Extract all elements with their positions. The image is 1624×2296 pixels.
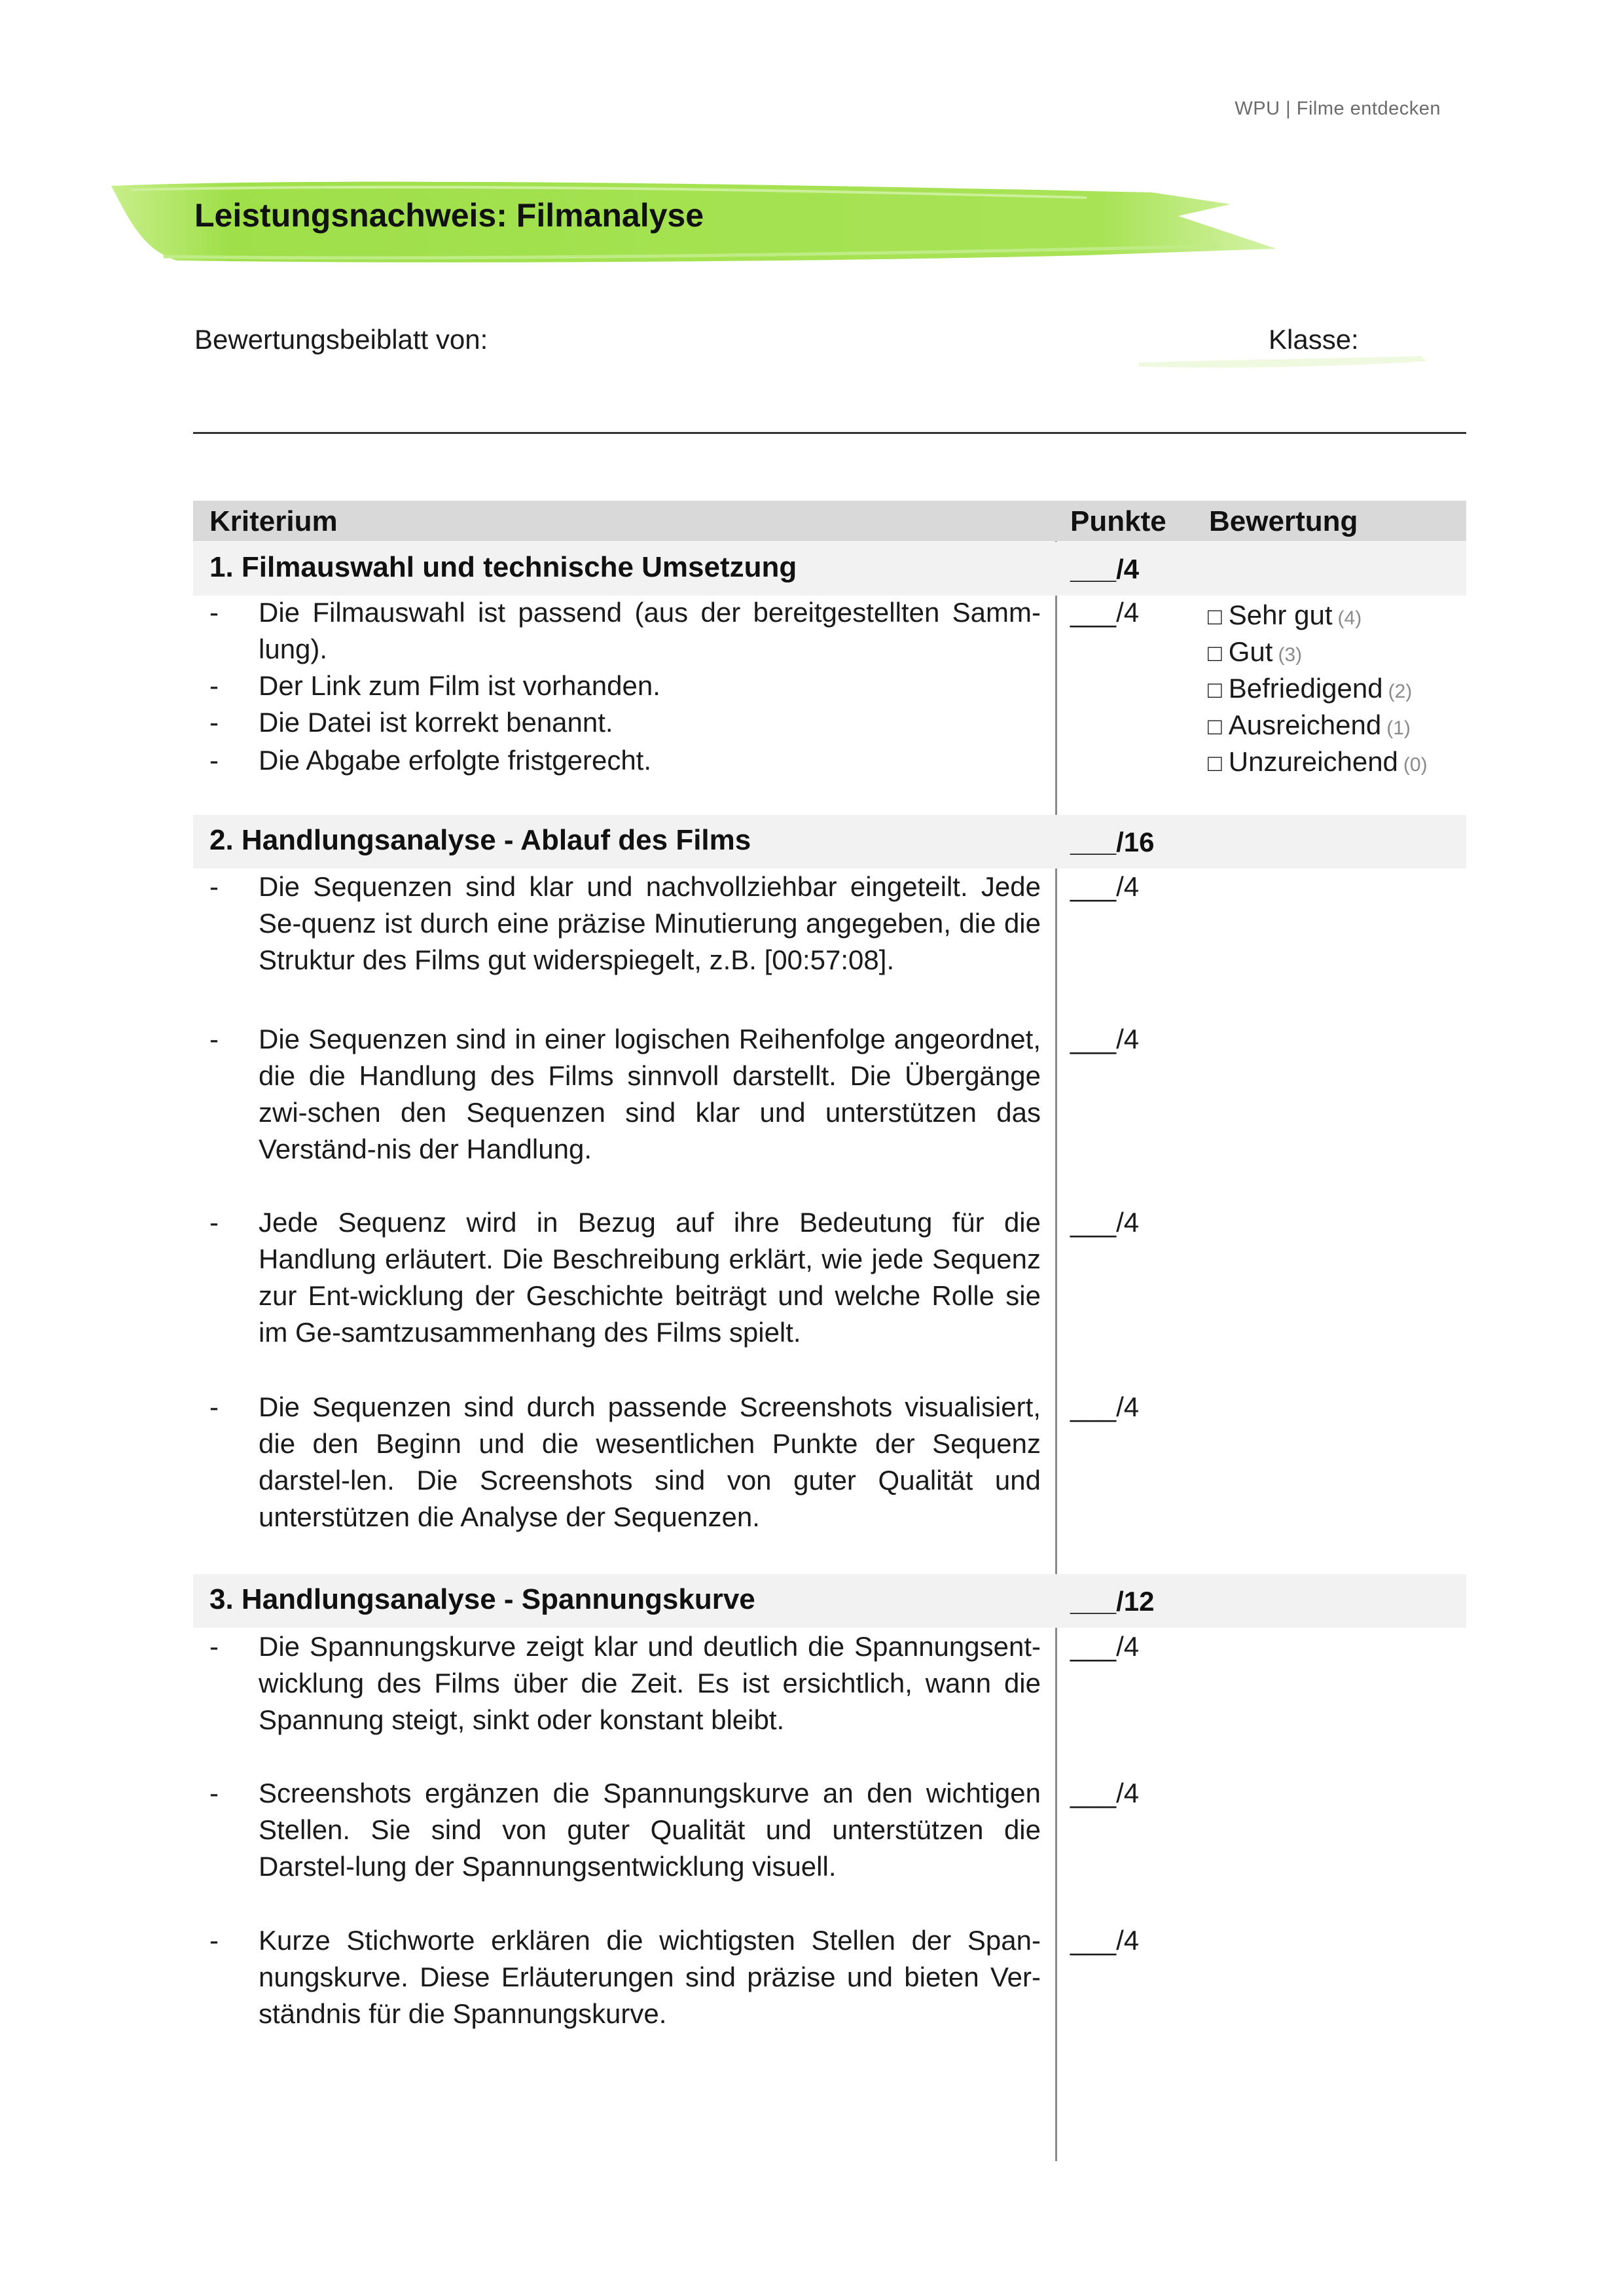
list-dash: -	[209, 1024, 219, 1054]
rating-option[interactable]	[1208, 707, 1411, 747]
rating-option[interactable]	[1208, 744, 1428, 783]
list-dash: -	[209, 745, 219, 776]
checkbox-icon[interactable]: □	[1208, 749, 1222, 776]
class-label: Klasse:	[1269, 324, 1359, 355]
rating-header: Bewertung	[1209, 505, 1358, 537]
rating-label: Gut	[1228, 636, 1273, 667]
section-1-header	[193, 542, 1466, 596]
criterion-text: Die Sequenzen sind klar und nachvollziehbar eingeteilt. Jede Se-quenz ist durch eine präzise Minutierung angegeben, die die Struktur des Films gut widerspiegelt, z.B. [00:57:08].	[259, 871, 1041, 975]
criterion-text: Screenshots ergänzen die Spannungskurve an den wichtigen Stellen. Sie sind von guter Qualität und unterstützen die Darstel-lung der Spannungsentwicklung visuell.	[259, 1778, 1041, 1882]
rating-value: (3)	[1278, 644, 1303, 666]
rating-option[interactable]	[1208, 634, 1302, 673]
list-dash: -	[209, 1207, 219, 1238]
evaluation-sheet-label: Bewertungsbeiblatt von:	[194, 324, 488, 355]
section-points: ___/12	[1070, 1586, 1155, 1617]
section-title: 3. Handlungsanalyse - Spannungskurve	[209, 1583, 755, 1615]
page-title: Leistungsnachweis: Filmanalyse	[194, 197, 704, 234]
section-points: ___/16	[1070, 827, 1155, 857]
rating-option[interactable]	[1208, 597, 1362, 637]
rating-label: Ausreichend	[1228, 709, 1382, 740]
list-dash: -	[209, 1778, 219, 1808]
list-item-continuation: lung).	[259, 634, 328, 664]
rating-value: (4)	[1337, 607, 1362, 629]
rating-label: Unzureichend	[1228, 746, 1398, 777]
list-item: Der Link zum Film ist vorhanden.	[259, 670, 660, 701]
section-title: 2. Handlungsanalyse - Ablauf des Films	[209, 824, 751, 856]
list-dash: -	[209, 871, 219, 902]
rating-label: Befriedigend	[1228, 673, 1383, 704]
item-points: ___/4	[1070, 1778, 1140, 1808]
item-points: ___/4	[1070, 1207, 1140, 1238]
checkbox-icon[interactable]: □	[1208, 676, 1222, 703]
column-divider	[1055, 541, 1057, 2161]
list-item: Die Filmauswahl ist passend (aus der bereitgestellten Samm-	[259, 597, 1041, 628]
list-dash: -	[209, 1631, 219, 1662]
points-header: Punkte	[1070, 505, 1166, 537]
section-points: ___/4	[1070, 554, 1140, 584]
criterion-text: Die Sequenzen sind in einer logischen Reihenfolge angeordnet, die die Handlung des Films sinnvoll darstellt. Die Übergänge zwi-schen den Sequenzen sind klar und unterstützen das Verständ-nis der Handlung.	[259, 1024, 1041, 1164]
item-points: ___/4	[1070, 1024, 1140, 1054]
list-dash: -	[209, 707, 219, 738]
rating-value: (1)	[1386, 717, 1411, 739]
section-2-header	[193, 815, 1466, 869]
course-header: WPU | Filme entdecken	[1235, 98, 1441, 119]
criterion-text: Jede Sequenz wird in Bezug auf ihre Bedeutung für die Handlung erläutert. Die Beschreibung erklärt, wie jede Sequenz zur Ent-wicklung der Geschichte beiträgt und welche Rolle sie im Ge-samtzusammenhang des Films spielt.	[259, 1207, 1041, 1348]
list-dash: -	[209, 1391, 219, 1422]
criterion-text: Kurze Stichworte erklären die wichtigsten Stellen der Span-nungskurve. Diese Erläuterungen sind präzise und bieten Ver-ständnis für die Spannungskurve.	[259, 1925, 1041, 2029]
list-dash: -	[209, 597, 219, 628]
rating-label: Sehr gut	[1228, 600, 1333, 630]
rating-value: (2)	[1388, 681, 1413, 702]
rating-value: (0)	[1403, 754, 1428, 776]
item-points: ___/4	[1070, 597, 1140, 628]
item-points: ___/4	[1070, 871, 1140, 902]
item-points: ___/4	[1070, 1391, 1140, 1422]
list-item: Die Abgabe erfolgte fristgerecht.	[259, 745, 652, 776]
item-points: ___/4	[1070, 1925, 1140, 1956]
section-3-header	[193, 1574, 1466, 1628]
section-title: 1. Filmauswahl und technische Umsetzung	[209, 551, 797, 583]
checkbox-icon[interactable]: □	[1208, 603, 1222, 630]
list-dash: -	[209, 670, 219, 701]
checkbox-icon[interactable]: □	[1208, 639, 1222, 666]
class-brush-highlight	[1139, 353, 1427, 373]
rating-option[interactable]	[1208, 670, 1412, 710]
list-item: Die Datei ist korrekt benannt.	[259, 707, 613, 738]
checkbox-icon[interactable]: □	[1208, 713, 1222, 740]
criterion-text: Die Sequenzen sind durch passende Screenshots visualisiert, die den Beginn und die wesentlichen Punkte der Sequenz darstel-len. Die Screenshots sind von guter Qualität und unterstützen die Analyse der Sequenzen.	[259, 1391, 1041, 1532]
criterion-text: Die Spannungskurve zeigt klar und deutlich die Spannungsent-wicklung des Films über die Zeit. Es ist ersichtlich, wann die Spannung steigt, sinkt oder konstant bleibt.	[259, 1631, 1041, 1735]
list-dash: -	[209, 1925, 219, 1956]
separator-line	[193, 432, 1466, 434]
criterion-header: Kriterium	[209, 505, 338, 537]
item-points: ___/4	[1070, 1631, 1140, 1662]
table-header	[193, 501, 1466, 541]
